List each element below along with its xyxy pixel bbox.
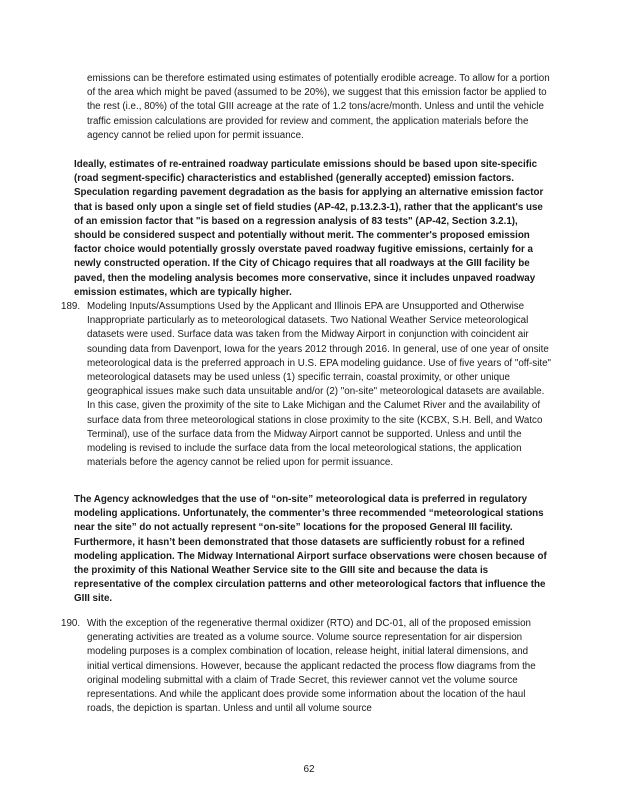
comment-paragraph-190: With the exception of the regenerative thermal oxidizer (RTO) and DC-01, all of the proposed emission generating activities are treated as a volume source. Volume source representation for air dispersion modeling purposes is a complex combination of location, release height, initial lateral dimensions, and initial vertical dimensions. However, because the applicant redacted the process flow diagrams from the original modeling submittal with a claim of Trade Secret, this reviewer cannot vet the volume source representations. And while the applicant does provide some information about the location of the haul roads, the depiction is spartan. Unless and until all volume source — [87, 618, 536, 715]
comment-paragraph-189: Modeling Inputs/Assumptions Used by the Applicant and Illinois EPA are Unsupported and Otherwise Inappropriate particularly as to meteorological datasets. Two National Weather Service meteorological datasets were used. Surface data was taken from the Midway Airport in conjunction with coincident air sounding data from Davenport, Iowa for the years 2012 through 2016. In general, use of one year of onsite meteorological data is the preferred approach in U.S. EPA modeling guidance. Use of five years of "off-site" meteorological datasets may be used unless (1) specific terrain, coastal proximity, or other unique geographical issues make such data unsuitable and/or (2) "on-site" meteorological datasets are available. In this case, given the proximity of the site to Lake Michigan and the Calumet River and the availability of surface data from three meteorological stations in close proximity to the site (KCBX, S.H. Bell, and Watco Terminal), use of the surface data from the Midway Airport cannot be supported. Unless and until the modeling is revised to include the surface data from the local meteorological stations, the application materials before the agency cannot be relied upon for permit issuance. — [87, 301, 552, 469]
page-number: 62 — [303, 764, 315, 775]
agency-response-paragraph-189: The Agency acknowledges that the use of “on-site” meteorological data is preferred in regulatory modeling applications. Unfortunately, the commenter’s three recommended “meteorological stations near the site” do not actually represent “on-site” locations for the proposed General III facility. Furthermore, it hasn’t been demonstrated that those datasets are sufficiently robust for a refined modeling application. The Midway International Airport surface observations were chosen because of the proximity of this National Weather Service site to the GIII site and because the data is representative of the complex circulation patterns and other meteorological factors that influence the GIII site. — [74, 494, 547, 605]
comment-number: 189. — [61, 301, 81, 312]
agency-response-paragraph: Ideally, estimates of re-entrained roadway particulate emissions should be based upon site-specific (road segment-specific) characteristics and established (generally accepted) emission factors. Speculation regarding pavement degradation as the basis for applying an alternative emission factor that is based only upon a single set of field studies (AP-42, p.13.2.3-1), rather that the applicant's use of an emission factor that "is based on a regression analysis of 83 tests" (AP-42, Section 3.2.1), should be considered suspect and potentially without merit. The commenter's proposed emission factor choice would potentially grossly overstate paved roadway fugitive emissions, certainly for a newly constructed operation. If the City of Chicago requires that all roadways at the GIII facility be paved, then the modeling analysis becomes more conservative, since it includes unpaved roadway emission estimates, which are typically higher. — [74, 159, 544, 298]
comment-number: 190. — [61, 618, 81, 629]
comment-continuation-paragraph: emissions can be therefore estimated using estimates of potentially erodible acreage. To allow for a portion of the area which might be paved (assumed to be 20%), we suggest that this emission factor be applied to the rest (i.e., 80%) of the total GIII acreage at the rate of 1.2 tons/acre/month. Unless and until the vehicle traffic emission calculations are provided for review and comment, the application materials before the agency cannot be relied upon for permit issuance. — [87, 73, 550, 141]
